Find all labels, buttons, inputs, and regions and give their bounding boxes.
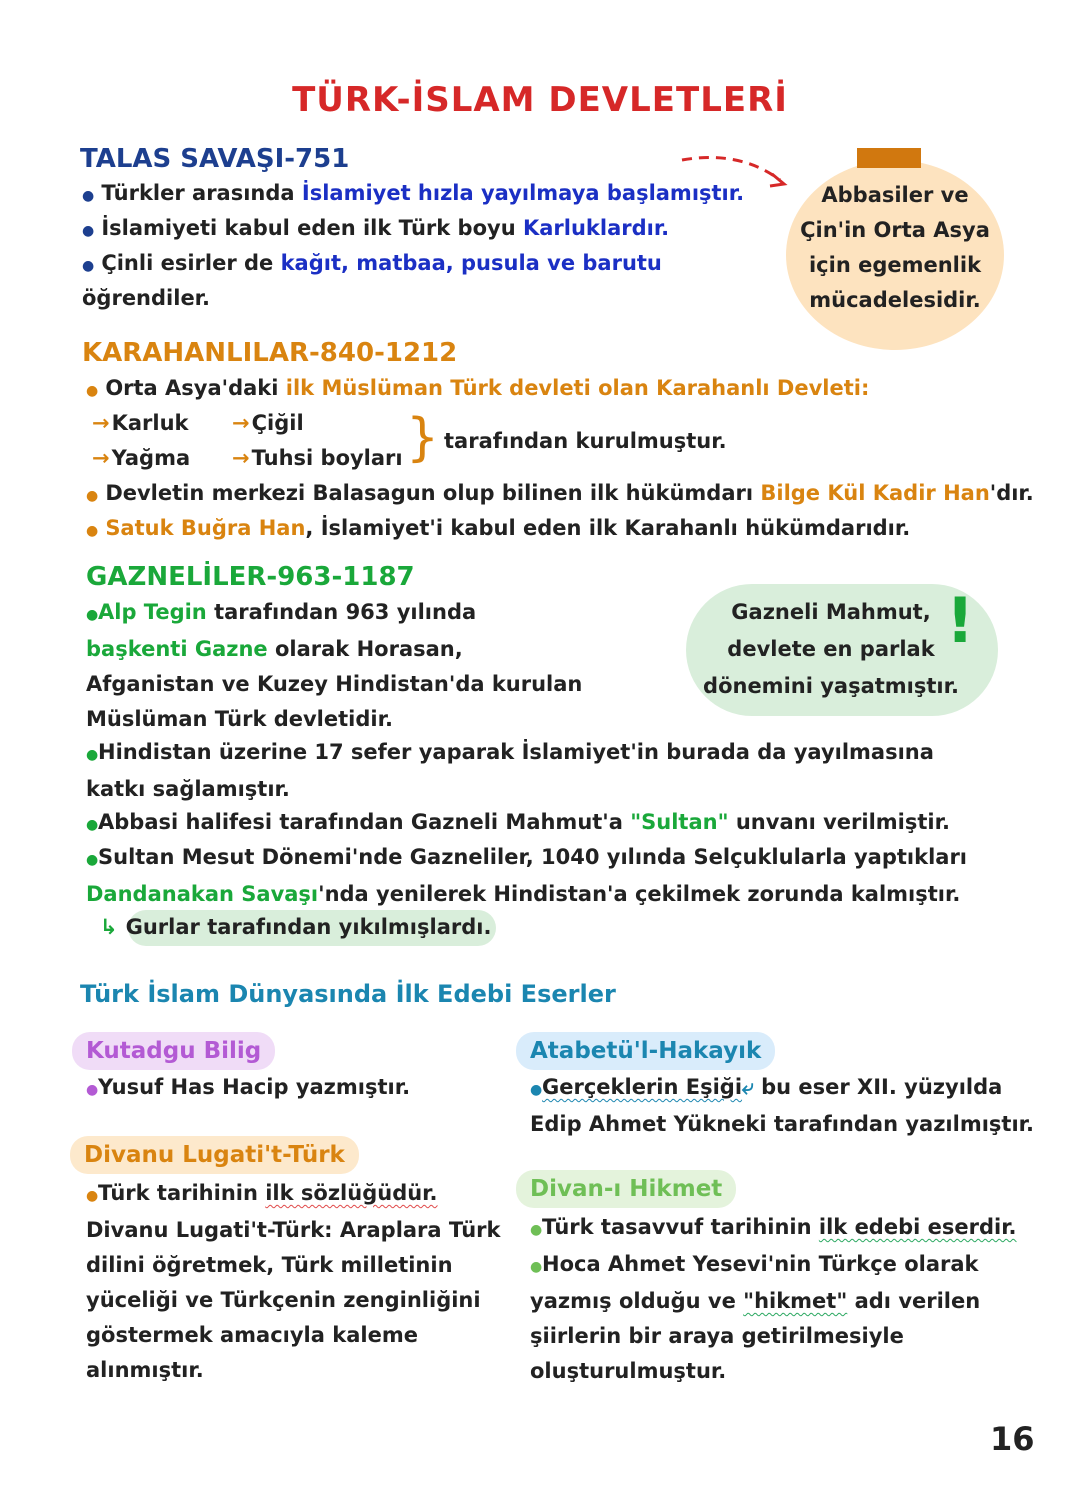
gazneli-para-3: ●Abbasi halifesi tarafından Gazneli Mahmut'a "Sultan" unvanı verilmiştir.: [86, 805, 950, 842]
arrow-icon: →: [232, 411, 250, 435]
bullet-icon: ●: [82, 258, 95, 274]
gazneli-para-1: ●Alp Tegin tarafından 963 yılında başkenti Gazne olarak Horasan, Afganistan ve Kuzey Hindistan'da kurulan Müslüman Türk devletidir.: [86, 600, 583, 731]
brace-icon: }: [406, 408, 440, 468]
bullet-icon: ●: [86, 747, 99, 763]
gazneli-heading: GAZNELİLER-963-1187: [86, 562, 415, 592]
kutadgu-line-1: ●Yusuf Has Hacip yazmıştır.: [86, 1070, 410, 1107]
return-arrow-icon: ↳: [100, 915, 118, 939]
bullet-icon: ●: [82, 188, 95, 204]
divanu-text: ●Türk tarihinin ilk sözlüğüdür. Divanu Lugati't-Türk: Araplara Türk dilini öğretmek, Türk milletinin yüceliği ve Türkçenin zenginliğini göstermek amacıyla kaleme alınmıştır.: [86, 1181, 501, 1382]
hikmet-title: Divan-ı Hikmet: [516, 1170, 736, 1208]
edebi-heading: Türk İslam Dünyasında İlk Edebi Eserler: [80, 980, 616, 1008]
arrow-icon: →: [92, 411, 110, 435]
tribe-tuhsi: →Tuhsi boyları: [232, 446, 403, 470]
page-number: 16: [990, 1420, 1035, 1458]
talas-line-4: öğrendiler.: [82, 286, 211, 310]
bullet-icon: ●: [530, 1082, 543, 1098]
page-title: TÜRK-İSLAM DEVLETLERİ: [292, 80, 788, 120]
gazneli-para-2: ●Hindistan üzerine 17 sefer yaparak İslamiyet'in burada da yayılmasına katkı sağlamıştır.: [86, 740, 934, 801]
karahanli-founded: tarafından kurulmuştur.: [444, 429, 727, 453]
tribe-yagma: →Yağma: [92, 446, 191, 470]
karahanli-heading: KARAHANLILAR-840-1212: [82, 338, 458, 368]
bullet-icon: ●: [82, 223, 95, 239]
bullet-icon: ●: [530, 1259, 543, 1275]
bullet-icon: ●: [86, 1188, 99, 1204]
gazneli-note-text: Gazneli Mahmut, devlete en parlak dönemini yaşatmıştır.: [703, 600, 959, 698]
arrow-icon: →: [92, 446, 110, 470]
bullet-icon: ●: [86, 607, 99, 623]
curve-arrow-icon: ⤶: [742, 1075, 754, 1099]
atabet-title: Atabetü'l-Hakayık: [516, 1032, 775, 1070]
karahanli-line-3: ● Satuk Buğra Han, İslamiyet'i kabul eden ilk Karahanlı hükümdarıdır.: [86, 511, 910, 548]
divanu-title: Divanu Lugati't-Türk: [70, 1136, 359, 1174]
karahanli-line-1: ● Orta Asya'daki ilk Müslüman Türk devleti olan Karahanlı Devleti:: [86, 371, 869, 408]
bullet-icon: ●: [86, 852, 99, 868]
bullet-icon: ●: [86, 817, 99, 833]
hikmet-text: ●Türk tasavvuf tarihinin ilk edebi eserdir. ●Hoca Ahmet Yesevi'nin Türkçe olarak yazmış olduğu ve "hikmet" adı verilen şiirlerin bir araya getirilmesiyle oluşturulmuştur.: [530, 1215, 1017, 1383]
bullet-icon: ●: [86, 1082, 99, 1098]
dashed-arrow-icon: [680, 150, 800, 200]
talas-line-1: ● Türkler arasında İslamiyet hızla yayılmaya başlamıştır.: [82, 176, 744, 213]
tribe-karluk: →Karluk: [92, 411, 189, 435]
bullet-icon: ●: [530, 1222, 543, 1238]
talas-heading: TALAS SAVAŞI-751: [80, 144, 350, 174]
arrow-icon: →: [232, 446, 250, 470]
atabet-text: ●Gerçeklerin Eşiği⤶ bu eser XII. yüzyılda Edip Ahmet Yükneki tarafından yazılmıştır.: [530, 1075, 1034, 1136]
tape-icon: [857, 148, 921, 168]
talas-note-text: Abbasiler ve Çin'in Orta Asya için egemenlik mücadelesidir.: [800, 183, 990, 312]
talas-line-3: ● Çinli esirler de kağıt, matbaa, pusula ve barutu: [82, 246, 662, 283]
talas-line-2: ● İslamiyeti kabul eden ilk Türk boyu Karluklardır.: [82, 211, 669, 248]
bullet-icon: ●: [86, 523, 99, 539]
karahanli-line-2: ● Devletin merkezi Balasagun olup bilinen ilk hükümdarı Bilge Kül Kadir Han'dır.: [86, 476, 1034, 513]
gazneli-para-5: ↳ Gurlar tarafından yıkılmışlardı.: [100, 915, 492, 939]
kutadgu-title: Kutadgu Bilig: [72, 1032, 275, 1070]
tribe-cigil: →Çiğil: [232, 411, 304, 435]
bullet-icon: ●: [86, 383, 99, 399]
bullet-icon: ●: [86, 488, 99, 504]
gazneli-para-4: ●Sultan Mesut Dönemi'nde Gazneliler, 1040 yılında Selçuklularla yaptıkları Dandanakan Savaşı'nda yenilerek Hindistan'a çekilmek zorunda kalmıştır.: [86, 845, 968, 906]
exclamation-icon: !: [946, 584, 975, 657]
